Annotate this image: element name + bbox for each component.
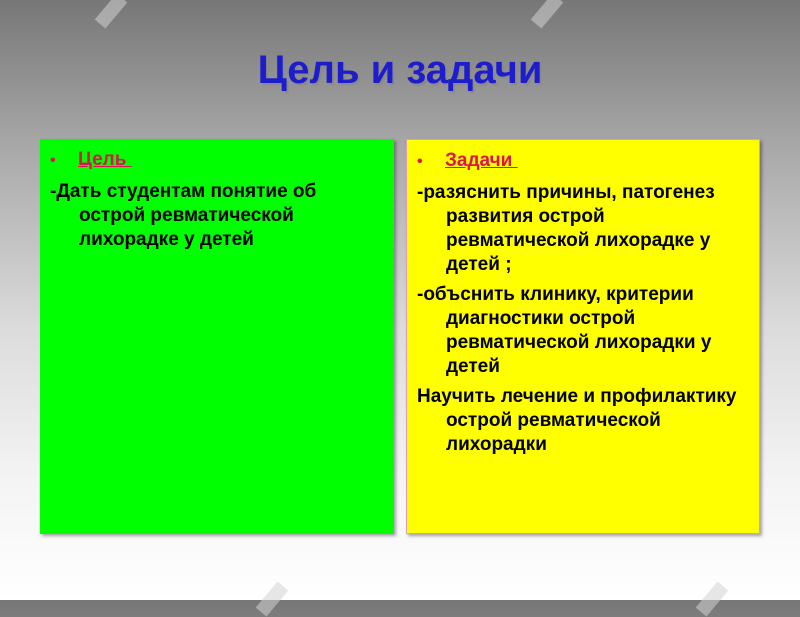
decorative-mark bbox=[696, 581, 729, 616]
bullet-icon: • bbox=[50, 152, 56, 169]
goal-paragraph: -Дать студентам понятие об острой ревматической лихорадке у детей bbox=[50, 181, 317, 250]
task-paragraph: -разяснить причины, патогенез развития острой ревматической лихорадке у детей ; bbox=[417, 182, 715, 275]
decorative-mark bbox=[256, 581, 289, 616]
goal-heading bbox=[50, 149, 382, 172]
decorative-mark bbox=[95, 0, 128, 29]
tasks-heading-label: Задачи bbox=[445, 150, 518, 171]
task-paragraph: -объснить клинику, критерии диагностики острой ревматической лихорадки у детей bbox=[417, 284, 712, 377]
bullet-icon: • bbox=[417, 153, 423, 170]
task-paragraph: Научить лечение и профилактику острой ревматической лихорадки bbox=[417, 386, 737, 455]
decorative-mark bbox=[531, 0, 564, 29]
tasks-heading bbox=[417, 150, 747, 173]
tasks-panel bbox=[406, 139, 760, 534]
slide-title: Цель и задачи bbox=[257, 48, 543, 92]
goal-panel bbox=[40, 139, 394, 534]
goal-heading-label: Цель bbox=[78, 149, 132, 170]
